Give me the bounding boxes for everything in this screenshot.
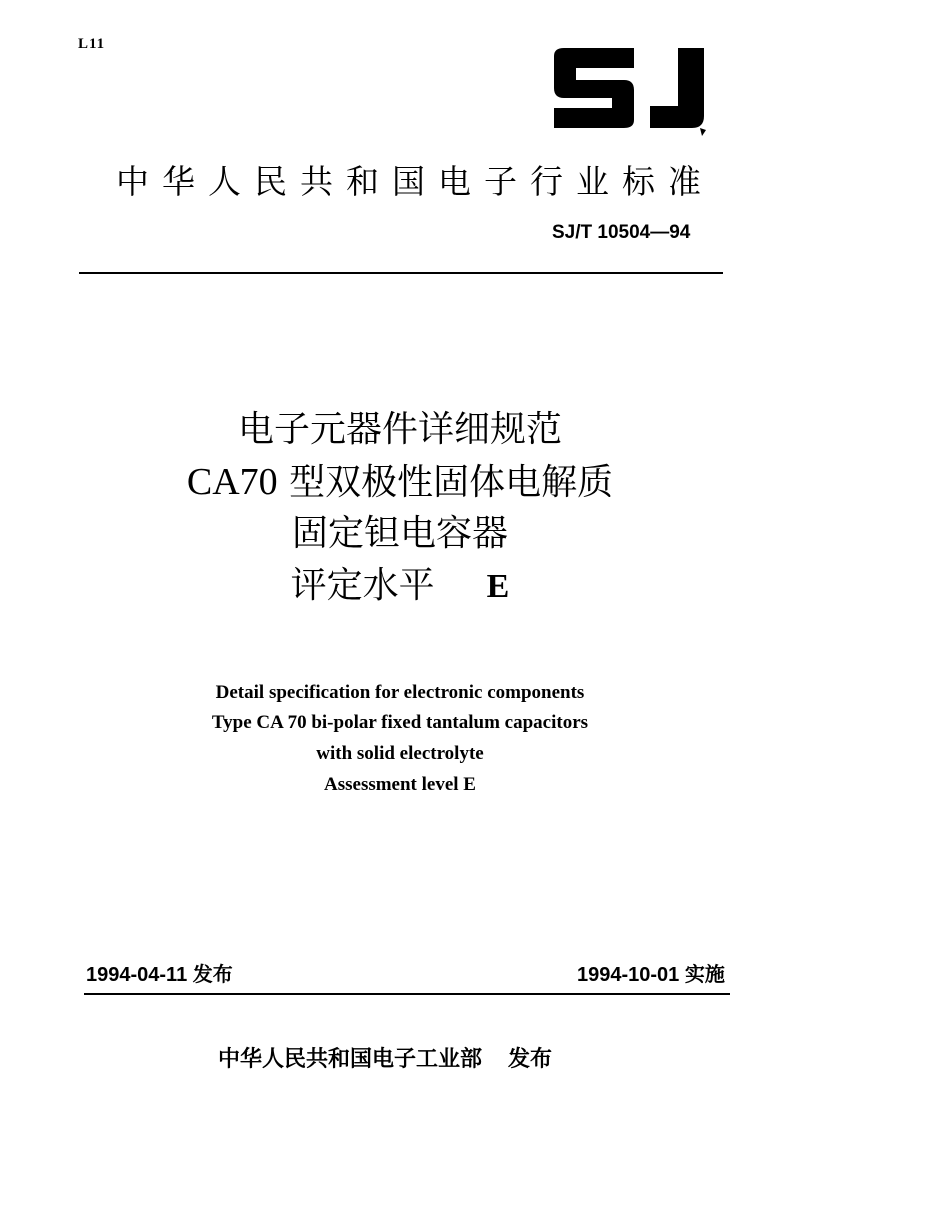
sj-logo	[550, 46, 712, 138]
cn-title-assessment-level: E	[486, 568, 510, 605]
en-title-line-2: Type CA 70 bi-polar fixed tantalum capacitors	[211, 712, 589, 733]
organization-title: 中华人民共和国电子行业标准	[116, 162, 714, 201]
top-divider	[79, 272, 723, 274]
publisher-line	[218, 1042, 552, 1073]
cn-title-line-2	[0, 462, 800, 503]
issue-date: 1994-04-11 发布	[86, 964, 233, 986]
cn-title-line-3: 固定钽电容器	[291, 513, 508, 554]
cn-title-line-2-rest: 型双极性固体电解质	[289, 462, 614, 503]
cn-title-line-1: 电子元器件详细规范	[237, 409, 562, 450]
en-title-line-1: Detail specification for electronic components	[215, 682, 585, 703]
publisher-name: 中华人民共和国电子工业部	[218, 1047, 483, 1072]
standard-number: SJ/T 10504—94	[552, 222, 691, 243]
classification-code: L11	[78, 36, 106, 52]
cn-title-assessment-prefix: 评定水平	[290, 565, 435, 606]
bottom-divider	[84, 993, 730, 995]
cn-title-model: CA70	[186, 461, 278, 503]
publish-verb: 发布	[508, 1047, 553, 1072]
en-title-line-3: with solid electrolyte	[316, 743, 484, 764]
implementation-date: 1994-10-01 实施	[577, 964, 725, 986]
cn-title-line-4	[0, 566, 800, 607]
en-title-line-4: Assessment level E	[324, 774, 476, 795]
